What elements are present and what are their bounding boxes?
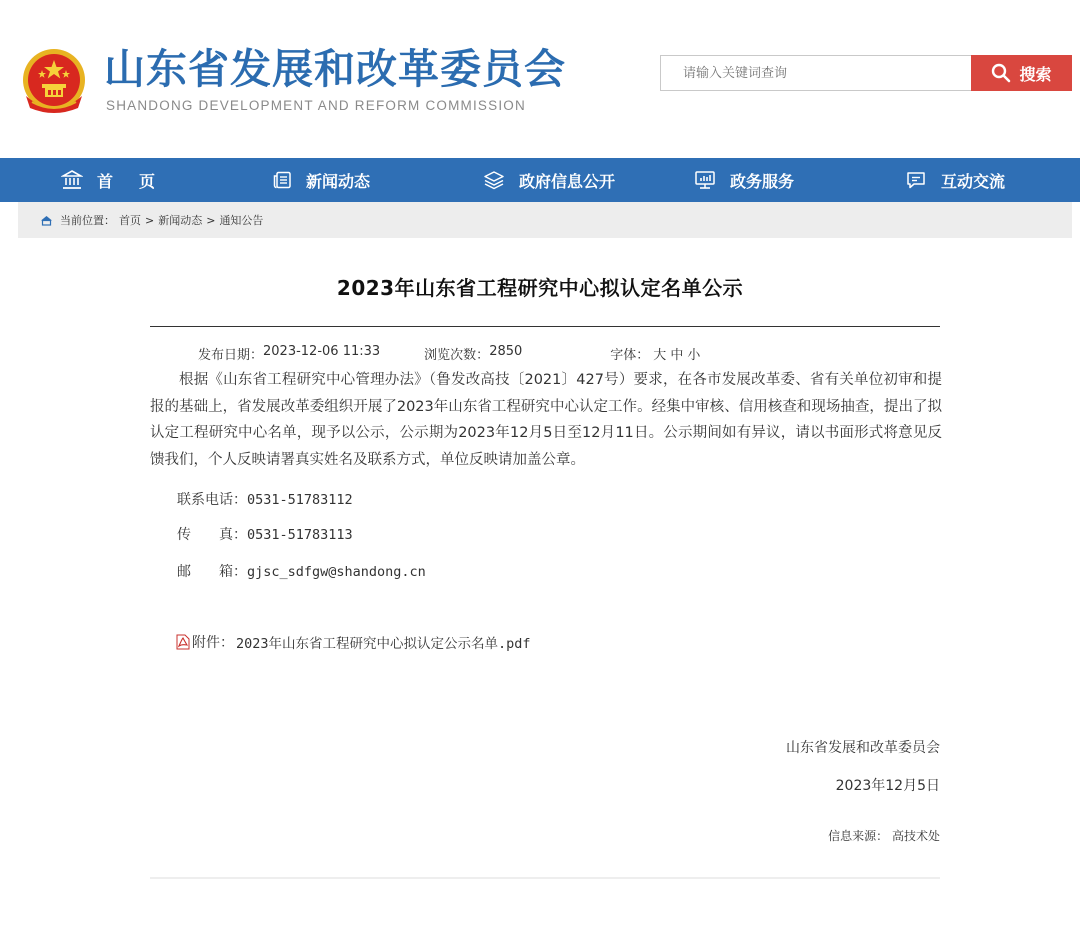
monitor-icon (694, 169, 716, 191)
contact-email (177, 561, 426, 581)
breadcrumb (18, 202, 1072, 238)
breadcrumb-home[interactable]: 首页 (119, 214, 141, 227)
nav-item-label: 政务服务 (730, 171, 795, 191)
nav-item-label: 新闻动态 (306, 171, 371, 191)
nav-item-services[interactable] (694, 158, 794, 202)
font-size-label: 字体： (610, 348, 650, 363)
layers-icon (483, 169, 505, 191)
nav-item-news[interactable] (272, 158, 370, 202)
signature-org: 山东省发展和改革委员会 (786, 740, 940, 756)
article-body: 根据《山东省工程研究中心管理办法》（鲁发改高技〔2021〕427号）要求，在各市发展改革委、省有关单位初审和提报的基础上，省发展改革委组织开展了2023年山东省工程研究中心认定工作。经集中审核、信用核查和现场抽查，提出了拟认定工程研究中心名单，现予以公示，公示期为2023年12月5日至12月11日。公示期间如有异议，请以书面形式将意见反馈我们，个人反映请署真实姓名及联系方式，单位反映请加盖公章。 (150, 372, 942, 468)
nav-item-label: 首页 (97, 171, 182, 191)
search-button[interactable] (971, 55, 1072, 91)
nav-item-home[interactable] (61, 158, 181, 202)
nav-item-gov-info[interactable] (483, 158, 615, 202)
source-label: 信息来源： (828, 829, 889, 843)
title-divider (150, 326, 940, 327)
fax-label: 传 真： (177, 527, 247, 543)
signature-date: 2023年12月5日 (835, 778, 940, 794)
contact-fax (177, 524, 353, 544)
view-count: 2850 (489, 344, 523, 359)
site-title: 山东省发展和改革委员会 (104, 45, 566, 93)
search-input[interactable] (660, 55, 972, 91)
attachment-label: 附件： (192, 635, 234, 651)
attachment-filename: 2023年山东省工程研究中心拟认定公示名单.pdf (236, 636, 531, 652)
font-size-small[interactable]: 小 (687, 348, 701, 363)
site-subtitle: SHANDONG DEVELOPMENT AND REFORM COMMISSION (106, 98, 526, 113)
phone-value: 0531-51783112 (247, 492, 353, 508)
search-button-label: 搜索 (1019, 64, 1052, 84)
attachment-link[interactable] (176, 632, 531, 652)
contact-phone (177, 489, 353, 509)
breadcrumb-separator: > (145, 213, 155, 227)
main-nav (0, 158, 1080, 202)
breadcrumb-notices[interactable]: 通知公告 (219, 214, 264, 227)
publish-date-label: 发布日期： (198, 348, 264, 363)
phone-label: 联系电话： (177, 492, 247, 508)
source-value: 高技术处 (891, 829, 940, 843)
fax-value: 0531-51783113 (247, 527, 353, 543)
search-icon (991, 63, 1011, 83)
article-title: 2023年山东省工程研究中心拟认定名单公示 (336, 276, 744, 300)
pdf-icon (176, 634, 190, 650)
breadcrumb-news[interactable]: 新闻动态 (158, 214, 203, 227)
font-size-large[interactable]: 大 (653, 348, 667, 363)
article-meta (198, 344, 700, 363)
nav-item-label: 互动交流 (941, 171, 1006, 191)
national-emblem-icon (18, 46, 90, 118)
info-source (828, 827, 940, 844)
breadcrumb-separator: > (206, 213, 216, 227)
chat-icon (905, 169, 927, 191)
bank-icon (61, 169, 83, 191)
nav-item-label: 政府信息公开 (519, 171, 616, 191)
email-label: 邮 箱： (177, 564, 247, 580)
publish-date: 2023-12-06 11:33 (263, 344, 381, 359)
view-count-label: 浏览次数： (424, 348, 490, 363)
site-header (0, 0, 1080, 158)
bottom-divider (150, 877, 940, 879)
news-icon (272, 170, 292, 190)
breadcrumb-prefix: 当前位置： (60, 214, 115, 227)
font-size-medium[interactable]: 中 (670, 348, 684, 363)
nav-item-interaction[interactable] (905, 158, 1005, 202)
email-value: gjsc_sdfgw@shandong.cn (247, 564, 426, 580)
location-home-icon (40, 215, 53, 226)
